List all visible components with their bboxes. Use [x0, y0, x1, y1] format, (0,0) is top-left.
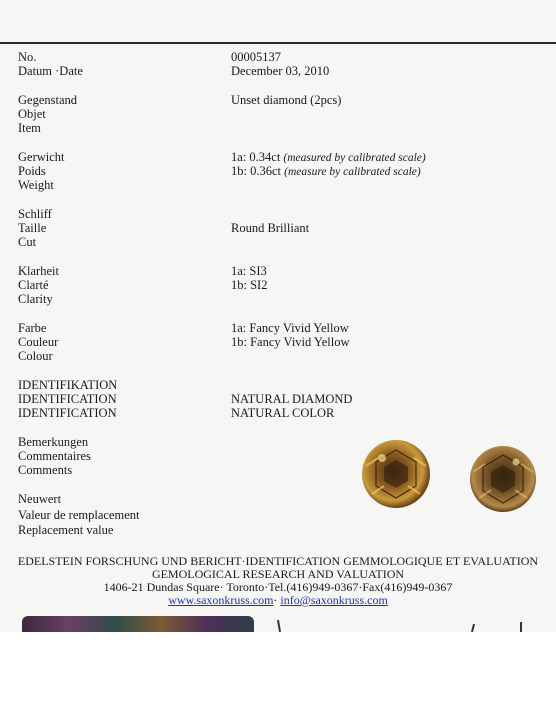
diamond-1a-image [358, 436, 434, 512]
weight-note-1b: (measure by calibrated scale) [284, 166, 421, 178]
label-commentaires: Commentaires [18, 449, 91, 463]
footer-line-1: EDELSTEIN FORSCHUNG UND BERICHT·IDENTIFICATION GEMMOLOGIQUE ET EVALUATION [17, 554, 539, 568]
value-date: December 03, 2010 [231, 64, 330, 78]
contact-separator: · [273, 593, 278, 607]
value-weight-1a: 1a: 0.34ct (measured by calibrated scale) [231, 150, 426, 164]
value-clarity-1a: 1a: SI3 [231, 264, 267, 278]
value-cut: Round Brilliant [231, 221, 310, 235]
email-link[interactable]: info@saxonkruss.com [280, 593, 388, 607]
footer-contact [0, 593, 556, 607]
signature-stroke [520, 622, 522, 632]
header-rule [0, 42, 556, 44]
value-colour-1b: 1b: Fancy Vivid Yellow [231, 335, 350, 349]
label-replacement-value: Replacement value [18, 523, 114, 537]
label-no: No. [18, 50, 37, 64]
value-item: Unset diamond (2pcs) [231, 93, 342, 107]
label-clarte: Clarté [18, 278, 49, 292]
label-identifikation: IDENTIFIKATION [18, 378, 118, 392]
signature-stroke [277, 620, 281, 632]
signature-stroke [471, 624, 475, 632]
label-item: Item [18, 121, 41, 135]
label-comments: Comments [18, 463, 73, 477]
label-schliff: Schliff [18, 207, 52, 221]
label-gegenstand: Gegenstand [18, 93, 78, 107]
label-identification-en: IDENTIFICATION [18, 406, 117, 420]
website-link[interactable]: www.saxonkruss.com [168, 593, 274, 607]
value-color-origin: NATURAL COLOR [231, 406, 335, 420]
weight-note-1a: (measured by calibrated scale) [283, 152, 426, 164]
value-identification: NATURAL DIAMOND [231, 392, 353, 406]
label-date: Datum ·Date [18, 64, 83, 78]
label-bemerkungen: Bemerkungen [18, 435, 89, 449]
value-weight-1b: 1b: 0.36ct (measure by calibrated scale) [231, 164, 421, 178]
label-valeur: Valeur de remplacement [18, 508, 140, 522]
label-couleur: Couleur [18, 335, 59, 349]
value-colour-1a: 1a: Fancy Vivid Yellow [231, 321, 349, 335]
label-clarity: Clarity [18, 292, 53, 306]
label-colour: Colour [18, 349, 53, 363]
hologram-seal [22, 616, 254, 632]
label-klarheit: Klarheit [18, 264, 59, 278]
label-farbe: Farbe [18, 321, 47, 335]
label-weight: Weight [18, 178, 54, 192]
label-neuwert: Neuwert [18, 492, 62, 506]
value-number: 00005137 [231, 50, 281, 64]
label-identification-fr: IDENTIFICATION [18, 392, 117, 406]
label-poids: Poids [18, 164, 46, 178]
label-cut: Cut [18, 235, 37, 249]
label-gerwicht: Gerwicht [18, 150, 65, 164]
footer-line-2: GEMOLOGICAL RESEARCH AND VALUATION [151, 567, 405, 581]
value-clarity-1b: 1b: SI2 [231, 278, 268, 292]
diamond-1b-image [466, 442, 540, 516]
footer-address: 1406-21 Dundas Square· Toronto·Tel.(416)949-0367·Fax(416)949-0367 [103, 580, 453, 594]
label-taille: Taille [18, 221, 47, 235]
label-objet: Objet [18, 107, 46, 121]
